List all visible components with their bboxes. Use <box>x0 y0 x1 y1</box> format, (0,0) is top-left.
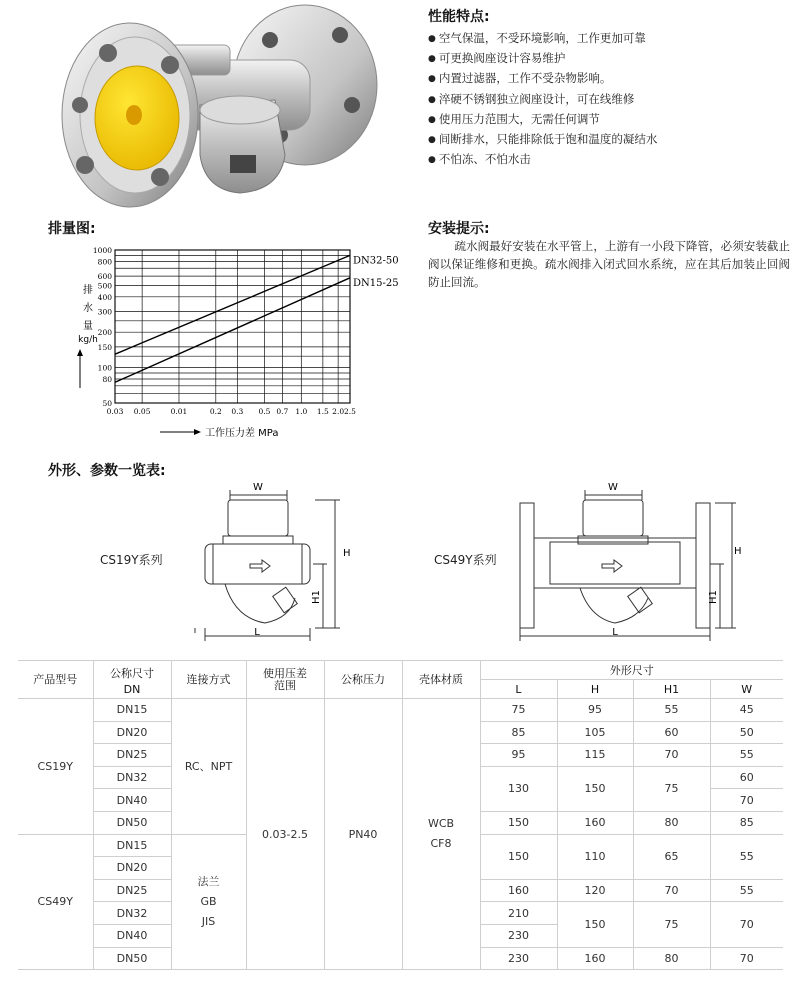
series-line <box>115 278 350 382</box>
x-tick-label: 0.3 <box>231 407 244 416</box>
table-row: DN40 230 <box>18 924 783 947</box>
spec-table <box>18 660 783 970</box>
y-tick-label: 300 <box>97 307 112 317</box>
y-axis-label: 量 <box>83 321 93 332</box>
table-row: DN40 70 <box>18 789 783 812</box>
chart-title: 排量图: <box>48 221 96 237</box>
dims-title: 外形、参数一览表: <box>48 463 166 479</box>
col-pressure-range: 使用压差 范围 <box>246 661 324 699</box>
x-axis-label: 工作压力差 MPa <box>205 428 279 439</box>
dn-cell: DN20 <box>93 857 171 880</box>
model-cell: CS49Y <box>18 834 93 970</box>
x-axis-arrow-head <box>194 429 201 435</box>
dn-cell: DN40 <box>93 789 171 812</box>
cs19-series-label: CS19Y系列 <box>100 553 163 567</box>
col-model: 产品型号 <box>18 661 93 699</box>
dn-cell: DN50 <box>93 947 171 970</box>
feature-item: ● 内置过滤器，工作不受杂物影响。 <box>428 69 793 89</box>
y-tick-label: 100 <box>97 363 112 373</box>
col-L: L <box>480 680 557 699</box>
dim-l-label: L <box>612 627 618 638</box>
install-title: 安装提示: <box>428 221 490 237</box>
col-dn: 公称尺寸 DN <box>93 661 171 699</box>
col-connection: 连接方式 <box>171 661 246 699</box>
series-label: DN15-25 <box>353 277 399 289</box>
dn-cell: DN32 <box>93 766 171 789</box>
y-tick-label: 80 <box>102 374 112 384</box>
dn-cell: DN15 <box>93 699 171 722</box>
dim-h-label: H <box>734 546 742 557</box>
table-row: DN20 85 105 60 50 <box>18 721 783 744</box>
table-row: DN50 150 160 80 85 <box>18 811 783 834</box>
dn-cell: DN32 <box>93 902 171 925</box>
y-axis-label: 水 <box>83 303 93 314</box>
dim-h-label: H <box>343 548 351 559</box>
dn-cell: DN25 <box>93 879 171 902</box>
feature-item: ● 间断排水，只能排除低于饱和温度的凝结水 <box>428 130 793 150</box>
table-row: DN25 160 120 70 55 <box>18 879 783 902</box>
feature-item: ● 可更换阀座设计容易维护 <box>428 49 793 69</box>
x-tick-label: 0.5 <box>258 407 271 416</box>
col-material: 壳体材质 <box>402 661 480 699</box>
series-label: DN32-50 <box>353 255 399 267</box>
table-row: DN25 95 115 70 55 <box>18 744 783 767</box>
feature-item: ● 不怕冻、不怕水击 <box>428 150 793 170</box>
feature-item: ● 淬硬不锈钢独立阀座设计，可在线维修 <box>428 90 793 110</box>
x-tick-label: 0.2 <box>209 407 222 416</box>
chart-y-ticks <box>93 246 112 408</box>
x-tick-label: 0.03 <box>106 407 124 416</box>
chart-lines <box>115 255 350 382</box>
y-tick-label: 50 <box>102 399 112 408</box>
x-tick-label: 0.05 <box>133 407 151 416</box>
connection-cell: 法兰 GB JIS <box>171 834 246 970</box>
x-tick-label: 1.0 <box>295 407 308 416</box>
dn-cell: DN15 <box>93 834 171 857</box>
dn-cell: DN25 <box>93 744 171 767</box>
col-dimensions: 外形尺寸 <box>480 661 783 680</box>
dim-w-label: W <box>253 482 263 493</box>
feature-item: ● 空气保温，不受环境影响，工作更加可靠 <box>428 29 793 49</box>
features-title: 性能特点: <box>428 9 490 25</box>
x-tick-label: 0.7 <box>276 407 289 416</box>
table-row: CS49Y DN15 法兰 GB JIS 150 110 65 55 <box>18 834 783 857</box>
cs19-drawing <box>195 478 355 648</box>
chart-x-ticks <box>107 407 357 416</box>
material-cell: WCB CF8 <box>402 699 480 970</box>
y-tick-label: 1000 <box>92 246 112 255</box>
features-list <box>428 29 793 170</box>
nominal-pressure-cell: PN40 <box>324 699 402 970</box>
y-tick-label: 200 <box>97 328 112 338</box>
dim-h1-label: H1 <box>708 590 719 604</box>
table-row: DN32 210 150 75 70 <box>18 902 783 925</box>
install-text: 疏水阀最好安装在水平管上，上游有一小段下降管，必须安装截止阀以保证维修和更换。疏水阀排入闭式回水系统，应在其后加装止回阀防止回流。 <box>428 239 790 289</box>
model-cell: CS19Y <box>18 699 93 835</box>
x-tick-label: 1.5 <box>316 407 329 416</box>
x-tick-label: 2.0 <box>332 407 345 416</box>
cs49-drawing <box>510 478 740 648</box>
y-tick-label: 150 <box>97 342 112 352</box>
dn-cell: DN40 <box>93 924 171 947</box>
dim-l-label: L <box>254 627 260 638</box>
feature-item: ● 使用压力范围大，无需任何调节 <box>428 110 793 130</box>
col-W: W <box>710 680 783 699</box>
series-line <box>115 255 350 354</box>
y-tick-label: 500 <box>97 281 112 291</box>
pressure-range-cell: 0.03-2.5 <box>246 699 324 970</box>
y-axis-unit: kg/h <box>78 335 98 345</box>
dn-cell: DN50 <box>93 811 171 834</box>
chart-frame <box>115 250 350 403</box>
y-tick-label: 400 <box>97 292 112 302</box>
col-H: H <box>557 680 633 699</box>
table-row: DN50 230 160 80 70 <box>18 947 783 970</box>
dim-h1-label: H1 <box>311 590 322 604</box>
dim-w-label: W <box>608 482 618 493</box>
connection-cell: RC、NPT <box>171 699 246 835</box>
y-tick-label: 800 <box>97 257 112 267</box>
x-tick-label: 0.01 <box>170 407 188 416</box>
y-tick-label: 600 <box>97 272 112 282</box>
table-row: DN32 130 150 75 60 <box>18 766 783 789</box>
col-nominal-pressure: 公称压力 <box>324 661 402 699</box>
table-row: CS19Y DN15 RC、NPT 0.03-2.5 PN40 WCB CF8 75 95 55 45 <box>18 699 783 722</box>
product-photo <box>40 5 385 210</box>
x-tick-label: 2.5 <box>344 407 356 416</box>
discharge-chart <box>60 238 420 443</box>
cs49-series-label: CS49Y系列 <box>434 553 497 567</box>
y-axis-label: 排 <box>83 285 93 296</box>
chart-grid <box>115 250 350 403</box>
dn-cell: DN20 <box>93 721 171 744</box>
y-axis-arrow-head <box>77 349 83 356</box>
col-H1: H1 <box>633 680 710 699</box>
